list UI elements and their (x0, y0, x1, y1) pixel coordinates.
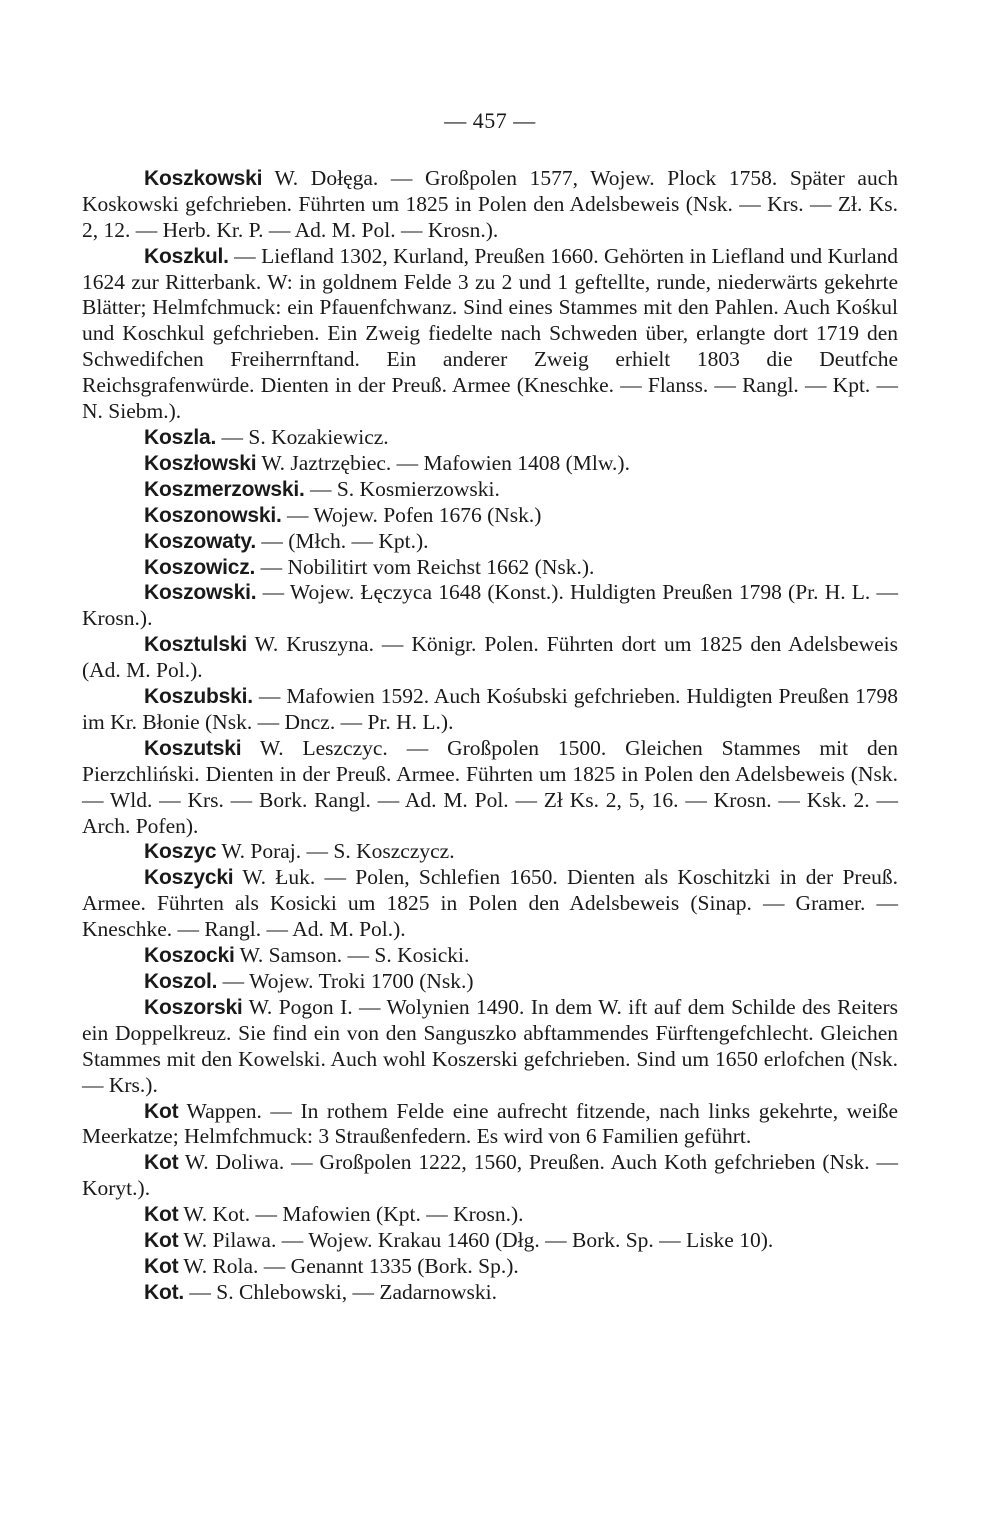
entry-name: Koszowski. (144, 581, 257, 605)
entry-text: W. Pilawa. — Wojew. Krakau 1460 (Dłg. — Bork. Sp. — Liske 10). (178, 1228, 774, 1253)
entry-text: W. Kruszyna. — Königr. Polen. Führten dort um 1825 den Adelsbeweis (Ad. M. Pol.). (82, 632, 898, 683)
entry-text: — Nobilitirt vom Reichst 1662 (Nsk.). (255, 554, 595, 579)
entry (82, 632, 898, 684)
entry-name: Kot (144, 1151, 179, 1175)
entry-text: W. Jaztrzębiec. — Mafowien 1408 (Mlw.). (256, 450, 630, 475)
entry (82, 244, 898, 425)
entry (82, 839, 898, 865)
page-number: — 457 — (444, 108, 536, 133)
entry-name: Koszocki (144, 944, 235, 968)
entry-name: Kot (144, 1229, 179, 1253)
entry-text: — Wojew. Łęczyca 1648 (Konst.). Huldigten Preußen 1798 (Pr. H. L. — Krosn.). (82, 580, 898, 631)
entry (82, 684, 898, 736)
entry-name: Koszorski (144, 995, 243, 1019)
entry-list (82, 166, 898, 1306)
entry-text: W. Doliwa. — Großpolen 1222, 1560, Preußen. Auch Koth gefchrieben (Nsk. — Koryt.). (82, 1150, 898, 1201)
entry (82, 503, 898, 529)
entry (82, 477, 898, 503)
entry-text: W. Samson. — S. Kosicki. (234, 943, 470, 968)
entry-name: Koszol. (144, 970, 218, 993)
entry-name: Kosztulski (144, 633, 248, 657)
entry-name: Koszowaty. (144, 529, 256, 553)
entry (82, 555, 898, 581)
entry (82, 995, 898, 1099)
entry-text: W. Leszczyc. — Großpolen 1500. Gleichen Stammes mit den Pierzchliński. Dienten in der Preuß. Armee. Führten um 1825 in Polen den Adelsbeweis (Nsk. — Wld. — Krs. — Bork. Rangl. — Ad. M. Pol. — Zł Ks. 2, 5, 16. — Krosn. — Ksk. 2. — Arch. Pofen). (82, 735, 898, 838)
entry-text: — S. Kozakiewicz. (216, 424, 389, 449)
entry-text: W. Dołęga. — Großpolen 1577, Wojew. Plock 1758. Später auch Koskowski gefchrieben. Führten um 1825 in Polen den Adelsbeweis (Nsk. — Krs. — Zł. Ks. 2, 12. — Herb. Kr. P. — Ad. M. Pol. — Krosn.). (82, 165, 898, 242)
entry (82, 1254, 898, 1280)
entry-name: Kot (144, 1203, 179, 1227)
entry-name: Koszonowski. (144, 503, 282, 527)
entry-text: — Liefland 1302, Kurland, Preußen 1660. Gehörten in Liefland und Kurland 1624 zur Ritterbank. W: in goldnem Felde 3 zu 2 und 1 geftellte, runde, niederwärts gekehrte Blätter; Helmfchmuck: ein Pfauenfchwanz. Sind eines Stammes mit den Pahlen. Auch Kośkul und Koschkul gefchrieben. Ein Zweig fiedelte nach Schweden über, erlangte dort 1719 den Schwedifchen Freiherrnftand. Ein anderer Zweig erhielt 1803 die Deutfche Reichsgrafenwürde. Dienten in der Preuß. Armee (Kneschke. — Flanss. — Rangl. — Kpt. — N. Siebm.). (82, 243, 898, 424)
entry-name: Kot. (144, 1280, 185, 1304)
entry-text: — S. Kosmierzowski. (304, 476, 500, 501)
entry (82, 451, 898, 477)
entry (82, 1228, 898, 1254)
entry-name: Koszyc (144, 840, 217, 864)
entry-text: W. Rola. — Genannt 1335 (Bork. Sp.). (178, 1253, 519, 1278)
entry-text: — (Młch. — Kpt.). (255, 528, 429, 553)
entry-text: Wappen. — In rothem Felde eine aufrecht fitzende, nach links gekehrte, weiße Meerkatze; Helmfchmuck: 3 Straußenfedern. Es wird von 6 Familien geführt. (82, 1098, 898, 1149)
entry-name: Kot (144, 1099, 179, 1123)
entry-name: Kot (144, 1254, 179, 1278)
entry (82, 166, 898, 244)
entry-text: W. Łuk. — Polen, Schlefien 1650. Dienten als Koschitzki in der Preuß. Armee. Führten als Kosicki um 1825 in Polen den Adelsbeweis (Sinap. — Gramer. — Kneschke. — Rangl. — Ad. M. Pol.). (82, 865, 898, 942)
entry (82, 969, 898, 995)
entry (82, 529, 898, 555)
entry (82, 425, 898, 451)
entry-name: Koszutski (144, 736, 242, 760)
entry-text: — Wojew. Troki 1700 (Nsk.) (217, 969, 474, 993)
entry-text: W. Poraj. — S. Koszczycz. (216, 839, 455, 864)
entry (82, 1099, 898, 1151)
entry-name: Koszycki (144, 866, 234, 890)
entry-text: W. Pogon I. — Wolynien 1490. In dem W. ift auf dem Schilde des Reiters ein Doppelkreuz. Sie find ein von den Sanguszko abftammendes Fürftengefchlecht. Gleichen Stammes mit den Kowelski. Auch wohl Koszerski gefchrieben. Sind um 1650 erlofchen (Nsk. — Krs.). (82, 994, 898, 1097)
entry-name: Koszla. (144, 425, 217, 449)
entry (82, 1280, 898, 1306)
entry (82, 1150, 898, 1202)
entry (82, 580, 898, 632)
entry-text: — S. Chlebowski, — Zadarnowski. (184, 1279, 497, 1304)
entry-name: Koszkul. (144, 244, 229, 268)
entry-name: Koszkowski (144, 166, 263, 190)
entry (82, 1202, 898, 1228)
entry-name: Koszowicz. (144, 555, 256, 579)
entry (82, 736, 898, 840)
entry (82, 943, 898, 969)
entry-name: Koszubski. (144, 685, 253, 709)
entry-name: Koszłowski (144, 451, 257, 475)
dictionary-page (82, 108, 898, 1306)
entry-text: — Wojew. Pofen 1676 (Nsk.) (281, 502, 542, 527)
entry-name: Koszmerzowski. (144, 477, 305, 501)
entry (82, 865, 898, 943)
entry-text: — Mafowien 1592. Auch Kośubski gefchrieben. Huldigten Preußen 1798 im Kr. Błonie (Nsk. — Dncz. — Pr. H. L.). (82, 684, 898, 734)
entry-text: W. Kot. — Mafowien (Kpt. — Krosn.). (178, 1202, 524, 1227)
